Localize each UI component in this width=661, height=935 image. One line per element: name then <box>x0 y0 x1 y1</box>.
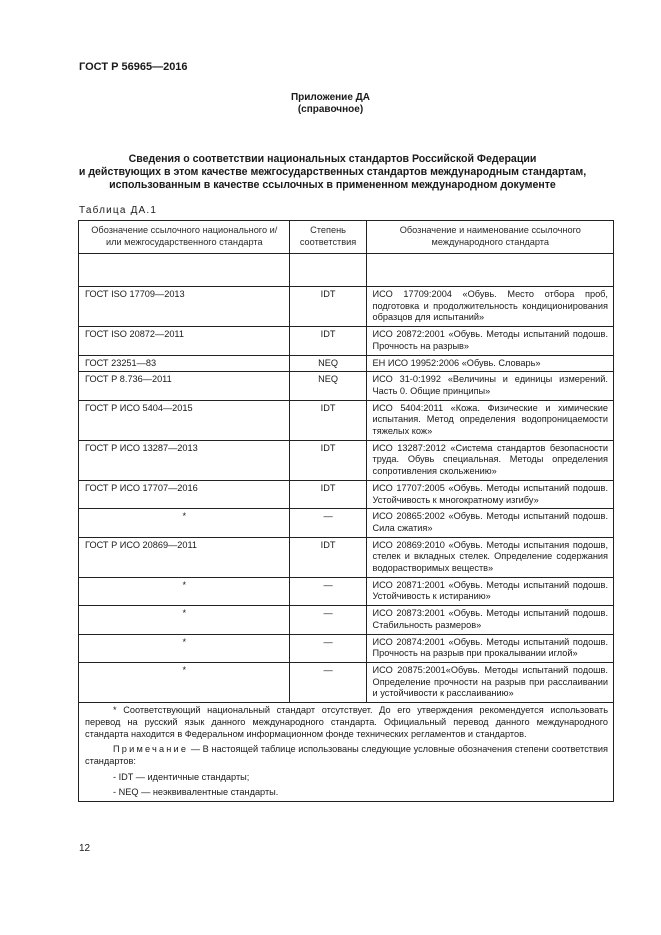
note-text: — В настоящей таблице использованы следующие условные обозначения степени соответствия стандартов: <box>85 744 608 766</box>
table-row <box>79 537 614 577</box>
cell-international-standard: ИСО 20872:2001 «Обувь. Методы испытаний подошв. Прочность на разрыв» <box>366 327 613 355</box>
cell-degree: IDT <box>289 400 366 440</box>
cell-degree: — <box>289 634 366 662</box>
cell-national-standard: * <box>79 634 290 662</box>
table-row <box>79 287 614 327</box>
cell-degree: IDT <box>289 480 366 508</box>
table-row <box>79 606 614 634</box>
cell-international-standard: ИСО 31-0:1992 «Величины и единицы измерений. Часть 0. Общие принципы» <box>366 372 613 400</box>
table-row <box>79 662 614 702</box>
cell-international-standard: ИСО 13287:2012 «Система стандартов безопасности труда. Обувь специальная. Методы определения сопротивления скольжению» <box>366 440 613 480</box>
table-row <box>79 634 614 662</box>
table-body <box>79 287 614 703</box>
footnote: * Соответствующий национальный стандарт отсутствует. До его утверждения рекомендуется использовать перевод на русский язык данного международного стандарта. Официальный перевод данного международного стандарта находится в Федеральном информационном фонде технических регламентов и стандартов. <box>85 705 608 739</box>
cell-degree: — <box>289 577 366 605</box>
cell-degree: — <box>289 509 366 537</box>
cell-degree: NEQ <box>289 355 366 372</box>
cell-national-standard: ГОСТ Р 8.736—2011 <box>79 372 290 400</box>
table-row <box>79 577 614 605</box>
cell-national-standard: * <box>79 606 290 634</box>
cell-national-standard: * <box>79 509 290 537</box>
header-degree: Степень соответствия <box>289 221 366 254</box>
cell-degree: IDT <box>289 537 366 577</box>
cell-international-standard: ИСО 20875:2001«Обувь. Методы испытаний подошв. Определение прочности на разрыв при расслаивании и устойчивости к расслаиванию» <box>366 662 613 702</box>
table-row <box>79 400 614 440</box>
cell-degree: — <box>289 662 366 702</box>
cell-international-standard: ИСО 20869:2010 «Обувь. Методы испытания подошв, стелек и вкладных стелек. Определение содержания водорастворимых веществ» <box>366 537 613 577</box>
cell-international-standard: ИСО 17709:2004 «Обувь. Место отбора проб, подготовка и продолжительность кондиционирования образцов для испытаний» <box>366 287 613 327</box>
cell-international-standard: ИСО 17707:2005 «Обувь. Методы испытаний подошв. Устойчивость к многократному изгибу» <box>366 480 613 508</box>
cell-international-standard: ИСО 20871:2001 «Обувь. Методы испытаний подошв. Устойчивость к истиранию» <box>366 577 613 605</box>
header-national-standard: Обозначение ссылочного национального и/или межгосударственного стандарта <box>79 221 290 254</box>
table-footer-row <box>79 703 614 802</box>
heading-line-2: и действующих в этом качестве межгосударственных стандартов международным стандартам, <box>78 166 587 178</box>
cell-national-standard: ГОСТ ISO 17709—2013 <box>79 287 290 327</box>
heading-line-3: использованным в качестве ссылочных в примененном международном документе <box>109 179 556 191</box>
cell-degree: IDT <box>289 327 366 355</box>
table-row <box>79 355 614 372</box>
note <box>85 744 608 767</box>
table-footer <box>79 703 614 802</box>
cell-international-standard: ИСО 20865:2002 «Обувь. Методы испытаний подошв. Сила сжатия» <box>366 509 613 537</box>
section-heading <box>60 153 605 192</box>
cell-degree: IDT <box>289 287 366 327</box>
cell-international-standard: ЕН ИСО 19952:2006 «Обувь. Словарь» <box>366 355 613 372</box>
cell-national-standard: ГОСТ Р ИСО 13287—2013 <box>79 440 290 480</box>
appendix-title: Приложение ДА <box>290 92 371 103</box>
cell-degree: IDT <box>289 440 366 480</box>
cell-international-standard: ИСО 20874:2001 «Обувь. Методы испытаний подошв. Прочность на разрыв при прокалывании иглой» <box>366 634 613 662</box>
table-caption: Таблица ДА.1 <box>79 205 158 216</box>
cell-national-standard: ГОСТ Р ИСО 17707—2016 <box>79 480 290 508</box>
cell-national-standard: ГОСТ 23251—83 <box>79 355 290 372</box>
table-row <box>79 509 614 537</box>
heading-line-1: Сведения о соответствии национальных стандартов Российской Федерации <box>128 153 537 165</box>
page-number: 12 <box>79 843 91 854</box>
table-row <box>79 480 614 508</box>
table-row <box>79 440 614 480</box>
cell-national-standard: ГОСТ Р ИСО 5404—2015 <box>79 400 290 440</box>
cell-national-standard: ГОСТ Р ИСО 20869—2011 <box>79 537 290 577</box>
header-separator <box>79 254 614 287</box>
document-code: ГОСТ Р 56965—2016 <box>79 61 188 73</box>
legend-item-neq: - NEQ — неэквивалентные стандарты. <box>113 787 279 798</box>
legend-item-idt: - IDT — идентичные стандарты; <box>113 771 250 782</box>
table-row <box>79 372 614 400</box>
cell-national-standard: * <box>79 662 290 702</box>
header-international-standard: Обозначение и наименование ссылочного международного стандарта <box>366 221 613 254</box>
cell-international-standard: ИСО 20873:2001 «Обувь. Методы испытаний подошв. Стабильность размеров» <box>366 606 613 634</box>
cell-international-standard: ИСО 5404:2011 «Кожа. Физические и химические испытания. Метод определения водопроницаемости тяжелых кож» <box>366 400 613 440</box>
cell-national-standard: * <box>79 577 290 605</box>
table-row <box>79 327 614 355</box>
cell-degree: NEQ <box>289 372 366 400</box>
appendix-subtitle: (справочное) <box>297 104 364 115</box>
table-header-row <box>79 221 614 254</box>
cell-national-standard: ГОСТ ISO 20872—2011 <box>79 327 290 355</box>
note-lead: Примечание <box>113 744 189 755</box>
cell-degree: — <box>289 606 366 634</box>
standards-table <box>78 220 614 802</box>
